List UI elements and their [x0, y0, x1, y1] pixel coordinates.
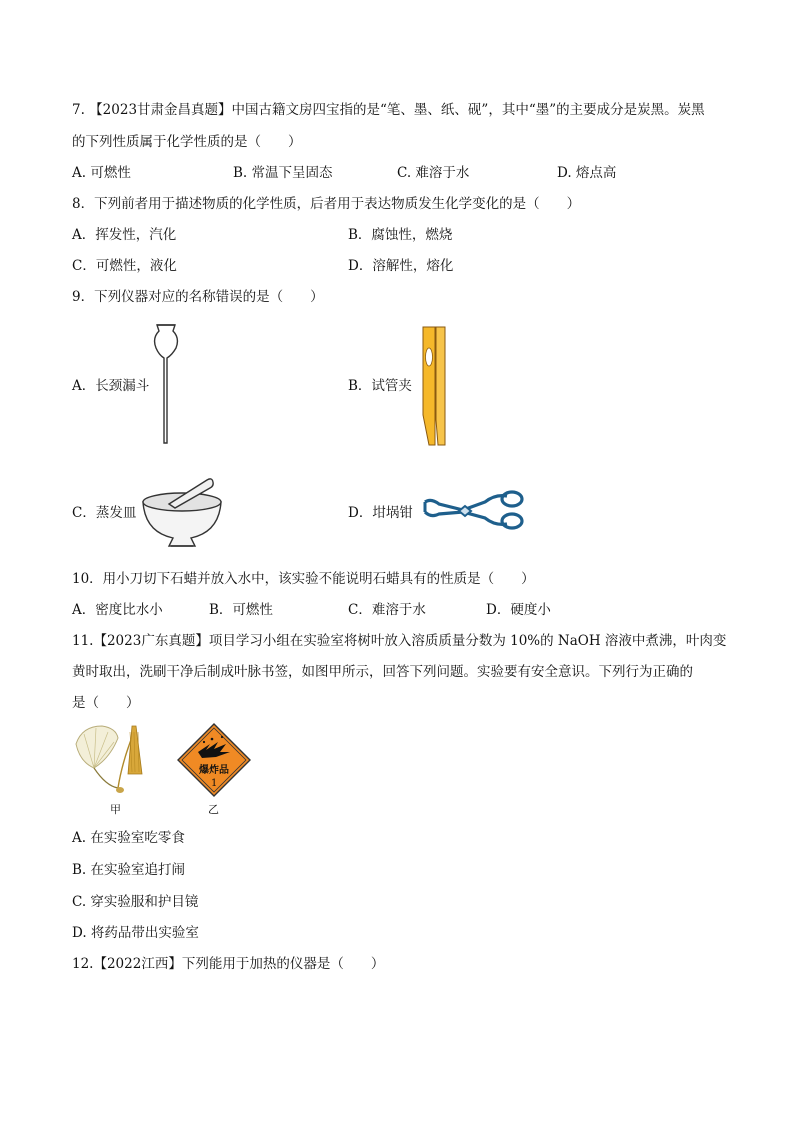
q11-stem-line2: 黄时取出，洗刷干净后制成叶脉书签，如图甲所示，回答下列问题。实验要有安全意识。下列行为正确的	[72, 664, 693, 680]
q8-stem: 8．下列前者用于描述物质的化学性质，后者用于表达物质发生化学变化的是（ ）	[72, 196, 581, 212]
q7-option-b: B. 常温下呈固态	[233, 165, 333, 181]
q10-option-b: B．可燃性	[209, 602, 273, 618]
hazard-sign-label: 爆炸品	[199, 765, 229, 776]
q8-option-d: D．溶解性，熔化	[348, 258, 454, 274]
q9-option-c: C．蒸发皿	[72, 505, 137, 521]
leaf-bookmark-icon	[72, 722, 152, 800]
hazard-sign-class: 1	[211, 778, 218, 789]
long-neck-funnel-icon	[148, 322, 184, 446]
crucible-tongs-icon	[423, 490, 527, 532]
figure-caption-jia: 甲	[110, 803, 121, 816]
q7-option-a: A. 可燃性	[72, 165, 131, 181]
q7-option-d: D. 熔点高	[557, 165, 617, 181]
q9-option-a: A．长颈漏斗	[72, 378, 150, 394]
q11-option-a: A. 在实验室吃零食	[72, 830, 185, 846]
q11-option-c: C. 穿实验服和护目镜	[72, 894, 199, 910]
figure-caption-yi: 乙	[208, 803, 219, 816]
q9-option-b: B．试管夹	[348, 378, 412, 394]
test-tube-holder-icon	[419, 325, 449, 449]
q11-option-b: B. 在实验室追打闹	[72, 862, 186, 878]
q10-option-d: D．硬度小	[486, 602, 551, 618]
q10-option-a: A．密度比水小	[72, 602, 163, 618]
q7-stem-line2: 的下列性质属于化学性质的是（ ）	[72, 134, 302, 150]
q9-option-d: D．坩埚钳	[348, 505, 413, 521]
q8-option-a: A．挥发性，汽化	[72, 227, 177, 243]
q7-stem-line1: 7. 【2023甘肃金昌真题】中国古籍文房四宝指的是“笔、墨、纸、砚”，其中“墨”的主要成分是炭黑。炭黑	[72, 102, 705, 118]
q10-stem: 10．用小刀切下石蜡并放入水中，该实验不能说明石蜡具有的性质是（ ）	[72, 571, 535, 587]
mortar-pestle-icon	[139, 474, 225, 550]
q9-stem: 9．下列仪器对应的名称错误的是（ ）	[72, 289, 324, 305]
q7-option-c: C. 难溶于水	[397, 165, 470, 181]
q11-option-d: D. 将药品带出实验室	[72, 925, 199, 941]
q8-option-b: B．腐蚀性，燃烧	[348, 227, 453, 243]
q11-stem-line3: 是（ ）	[72, 695, 140, 711]
q11-stem-line1: 11.【2023广东真题】项目学习小组在实验室将树叶放入溶质质量分数为 10%的 NaOH 溶液中煮沸，叶肉变	[72, 633, 727, 649]
q8-option-c: C．可燃性，液化	[72, 258, 177, 274]
q10-option-c: C．难溶于水	[348, 602, 426, 618]
q12-stem: 12.【2022江西】下列能用于加热的仪器是（ ）	[72, 956, 385, 972]
